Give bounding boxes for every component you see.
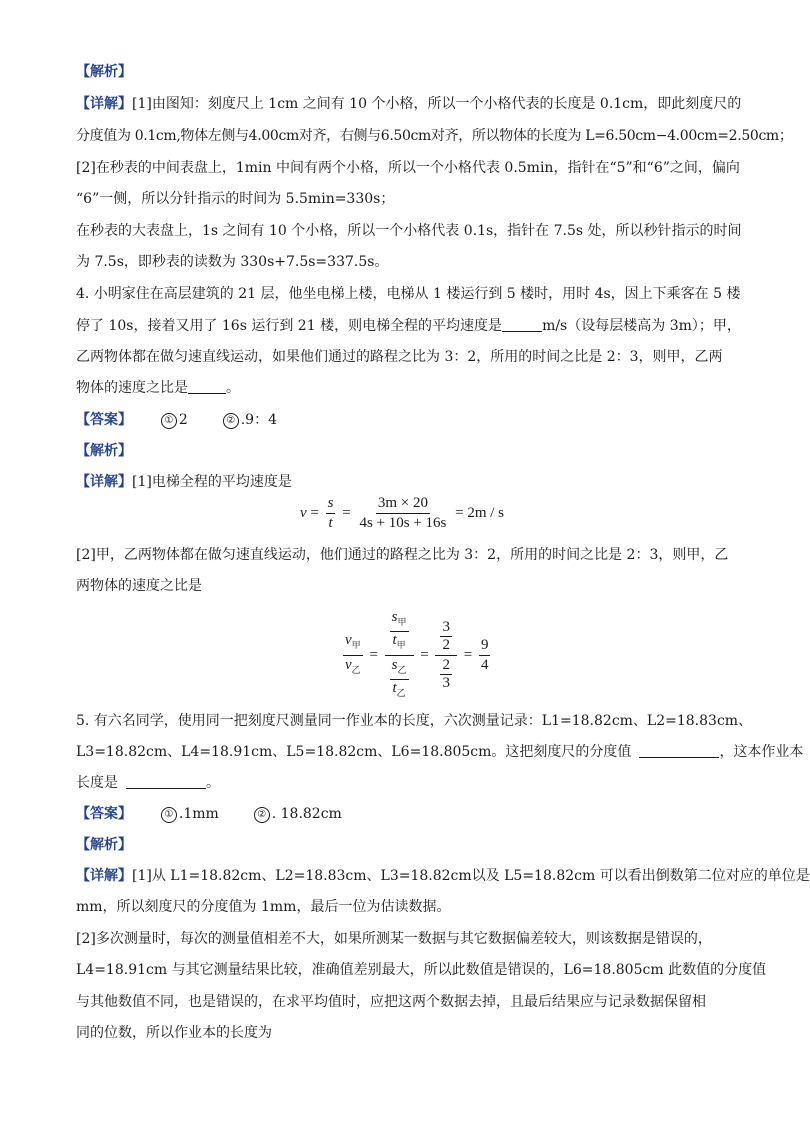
var-s: s [391, 657, 398, 673]
answer-value: .9：4 [240, 412, 277, 428]
text: 物体的速度之比是 [76, 380, 188, 396]
analysis-heading: 【解析】 [76, 64, 132, 80]
text-line: “6”一侧，所以分针指示的时间为 5.5min=330s； [76, 191, 395, 207]
circled-number: ② [254, 807, 270, 823]
text: [1]从 L1=18.82cm、L2=18.83cm、L3=18.82cm以及 L5=18.82cm 可以看出倒数第二位对应的单位是 [132, 868, 810, 884]
complex-fraction [435, 620, 457, 691]
var-v: v [345, 657, 352, 673]
detail-line: 两物体的速度之比是 [76, 578, 202, 594]
answer-value: . 18.82cm [271, 806, 342, 822]
numerator: 9 [479, 637, 491, 656]
answer-label: 【答案】 [76, 412, 132, 428]
sub-yi: 乙 [351, 665, 361, 675]
detail-label: 【详解】 [76, 96, 132, 112]
text-line: 分度值为 0.1cm,物体左侧与4.00cm对齐，右侧与6.50cm对齐，所以物体的长度为 L=6.50cm−4.00cm=2.50cm； [76, 128, 793, 144]
detail-line [76, 866, 810, 886]
detail-line: [2]甲，乙两物体都在做匀速直线运动，他们通过的路程之比为 3：2，所用的时间之比是 2：3，则甲，乙 [76, 547, 729, 563]
answer-value: .1mm [178, 806, 219, 822]
fraction [326, 495, 336, 532]
text: 长度是 [76, 775, 118, 791]
question-4-line [76, 378, 240, 398]
sub-yi: 乙 [396, 688, 406, 698]
text-line: [2]在秒表的中间表盘上，1min 中间有两个小格，所以一个小格代表 0.5min，指针在“5”和“6”之间，偏向 [76, 160, 740, 176]
fraction [390, 610, 409, 653]
var-v: v [300, 504, 307, 521]
question-5-line: 5. 有六名同学，使用同一把刻度尺测量同一作业本的长度，六次测量记录：L1=18.82cm、L2=18.83cm、 [76, 713, 753, 729]
numerator: 3m × 20 [376, 495, 430, 514]
circled-number: ① [161, 413, 177, 429]
text-line: 为 7.5s，即秒表的读数为 330s+7.5s=337.5s。 [76, 254, 389, 270]
detail-line: L4=18.91cm 与其它测量结果比较，准确值差别最大，所以此数值是错误的，L6=18.805cm 此数值的分度值 [76, 962, 767, 978]
result: = 2m / s [455, 504, 505, 521]
fraction [343, 632, 363, 679]
text: L3=18.82cm、L4=18.91cm、L5=18.82cm、L6=18.805cm。这把刻度尺的分度值 [76, 744, 632, 760]
answer-blank [502, 317, 542, 332]
answer-blank [126, 774, 206, 789]
numerator: 2 [442, 657, 450, 673]
var-t: t [392, 680, 397, 696]
sub-yi: 乙 [397, 665, 407, 675]
answer-label: 【答案】 [76, 806, 132, 822]
detail-line [76, 472, 292, 492]
var-v: v [345, 632, 352, 648]
denominator: 2 [442, 637, 450, 653]
detail-line: 同的位数，所以作业本的长度为 [76, 1025, 272, 1041]
question-5-line [76, 773, 220, 793]
analysis-heading: 【解析】 [76, 837, 132, 853]
text: [1]由图知：刻度尺上 1cm 之间有 10 个小格，所以一个小格代表的长度是 0.1cm，即此刻度尺的 [132, 96, 742, 112]
denominator: 3 [442, 675, 450, 691]
text: [1]电梯全程的平均速度是 [132, 474, 292, 490]
sub-jia: 甲 [397, 617, 407, 627]
fraction [440, 620, 452, 653]
analysis-heading: 【解析】 [76, 443, 132, 459]
detail-line: 与其他数值不同，也是错误的，在求平均值时，应把这两个数据去掉，且最后结果应与记录数据保留相 [76, 994, 706, 1010]
text: ，这本作业本 [719, 744, 804, 760]
equation-average-speed: v = $\frac{s}{t}$ = $\frac{3m \times 20}{4s + 10s + 16s}$ = 2m / s [300, 495, 505, 531]
denominator: t [328, 515, 333, 531]
fraction [440, 658, 452, 691]
detail-line: mm，所以刻度尺的分度值为 1mm，最后一位为估读数据。 [76, 899, 451, 915]
question-4-line [76, 316, 741, 336]
numerator: s [326, 495, 336, 514]
answer-line [76, 804, 342, 824]
fraction [479, 637, 491, 674]
text-line: 在秒表的大表盘上，1s 之间有 10 个小格，所以一个小格代表 0.1s，指针在 7.5s 处，所以秒针指示的时间 [76, 223, 742, 239]
denominator: 4s + 10s + 16s [359, 515, 447, 531]
text: 。 [226, 380, 240, 396]
answer-value: 2 [178, 412, 188, 428]
sub-jia: 甲 [351, 640, 361, 650]
complex-fraction [385, 610, 414, 701]
numerator: 3 [442, 619, 450, 635]
equation-speed-ratio: $\frac{v_甲}{v_乙}$ = $\frac{\frac{s_甲}{t_甲}}{\frac{s_乙}{t_乙}}$ = $\frac{\frac{3}{2}}{\frac{2}{3}}$ = $\frac{9}{4}$ [340, 610, 493, 701]
answer-blank [639, 743, 719, 758]
var-t: t [392, 632, 397, 648]
answer-blank [188, 379, 226, 394]
denominator: 4 [480, 657, 489, 673]
text: 。 [206, 775, 220, 791]
fraction [390, 658, 409, 701]
text: 停了 10s，接着又用了 16s 运行到 21 楼，则电梯全程的平均速度是 [76, 318, 503, 334]
circled-number: ① [161, 807, 177, 823]
question-4-line: 乙两物体都在做匀速直线运动，如果他们通过的路程之比为 3：2，所用的时间之比是 2：3，则甲，乙两 [76, 349, 723, 365]
var-s: s [391, 609, 398, 625]
fraction [357, 495, 448, 532]
sub-jia: 甲 [396, 640, 406, 650]
text: m/s（设每层楼高为 3m）；甲， [542, 318, 741, 334]
question-4-line: 4. 小明家住在高层建筑的 21 层，他坐电梯上楼，电梯从 1 楼运行到 5 楼时，用时 4s，因上下乘客在 5 楼 [76, 286, 741, 302]
circled-number: ② [223, 413, 239, 429]
detail-label: 【详解】 [76, 868, 132, 884]
question-5-line [76, 742, 803, 762]
detail-line [76, 94, 741, 114]
detail-label: 【详解】 [76, 474, 132, 490]
detail-line: [2]多次测量时，每次的测量值相差不大，如果所测某一数据与其它数据偏差较大，则该数据是错误的， [76, 931, 712, 947]
answer-line [76, 410, 277, 430]
